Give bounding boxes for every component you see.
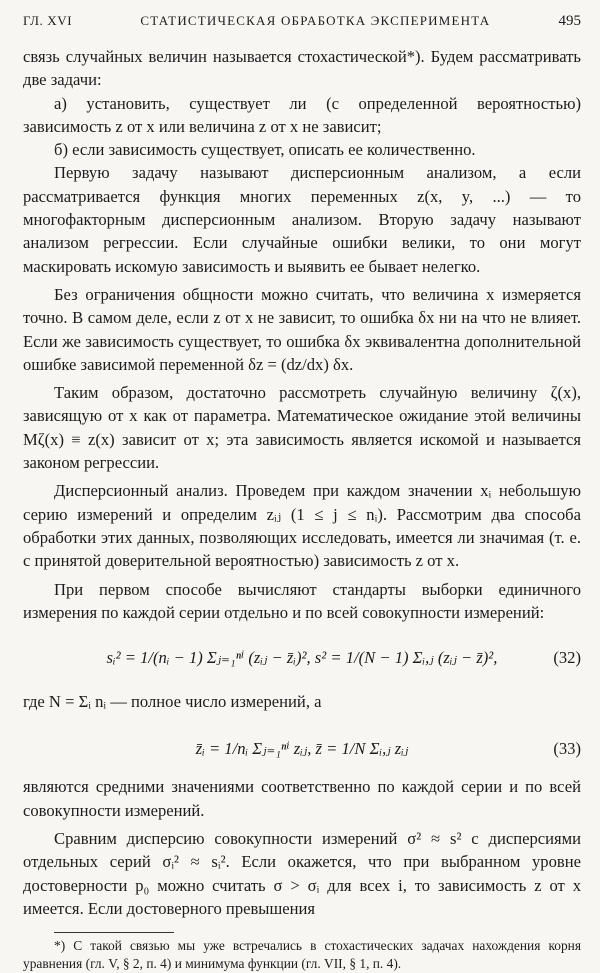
page-number: 495 <box>558 13 581 29</box>
header-title: СТАТИСТИЧЕСКАЯ ОБРАБОТКА ЭКСПЕРИМЕНТА <box>140 13 491 28</box>
formula-expression: z̄ᵢ = 1/nᵢ Σⱼ₌₁ⁿⁱ zᵢⱼ, z̄ = 1/N Σᵢ,ⱼ zᵢⱼ <box>195 739 409 759</box>
page <box>23 10 581 973</box>
paragraph: Таким образом, достаточно рассмотреть случайную величину ζ(x), зависящую от x как от параметра. Математическое ожидание этой величины Mζ(x) ≡ z(x) зависит от x; эта зависимость является искомой и называется законом регрессии. <box>23 383 581 473</box>
footnote: *) С такой связью мы уже встречались в стохастических задачах нахождения корня уравнения (гл. V, § 2, п. 4) и минимума функции (гл. VII, § 1, п. 4). <box>23 938 581 972</box>
paragraph: б) если зависимость существует, описать ее количественно. <box>54 140 476 160</box>
paragraph: а) установить, существует ли (с определенной вероятностью) зависимость z от x или величина z от x не зависит; <box>23 93 581 136</box>
paragraph: Без ограничения общности можно считать, что величина x измеряется точно. В самом деле, если z от x не зависит, то ошибка δx ни на что не влияет. Если же зависимость существует, то ошибка δx эквивалентна дополнительной ошибке зависимой переменной δz = (dz/dx) δx. <box>23 284 581 374</box>
paragraph: При первом способе вычисляют стандарты выборки единичного измерения по каждой серии отдельно и по всей совокупности измерений: <box>23 579 581 622</box>
paragraph: где N = Σᵢ nᵢ — полное число измерений, а <box>23 692 322 712</box>
paragraph: являются средними значениями соответственно по каждой серии и по всей совокупности измерений. <box>23 777 581 820</box>
chapter-label: ГЛ. XVI <box>23 13 73 28</box>
running-header <box>23 10 581 32</box>
formula-expression: sᵢ² = 1/(nᵢ − 1) Σⱼ₌₁ⁿⁱ (zᵢⱼ − z̄ᵢ)², s² = 1/(N − 1) Σᵢ,ⱼ (zᵢⱼ − z̄)², <box>106 648 498 668</box>
formula-33 <box>23 723 581 771</box>
equation-number: (33) <box>553 739 581 759</box>
paragraph: Первую задачу называют дисперсионным анализом, а если рассматривается функция многих переменных z(x, y, ...) — то многофакторным дисперсионным анализом. Вторую задачу называют анализом регрессии. Если случайные ошибки велики, то они могут маскировать искомую зависимость и выявить ее бывает нелегко. <box>23 163 581 276</box>
formula-32 <box>23 630 581 684</box>
equation-number: (32) <box>553 648 581 668</box>
paragraph: Дисперсионный анализ. Проведем при каждом значении xᵢ небольшую серию измерений и определим zᵢⱼ (1 ≤ j ≤ nᵢ). Рассмотрим два способа обработки этих данных, позволяющих исследовать, имеется ли значимая (т. е. с принятой доверительной вероятностью) зависимость z от x. <box>23 481 581 571</box>
paragraph: Сравним дисперсию совокупности измерений σ² ≈ s² с дисперсиями отдельных серий σᵢ² ≈ sᵢ². Если окажется, что при выбранном уровне достоверности p₀ можно считать σ > σᵢ для всех i, то зависимость z от x имеется. Если достоверного превышения <box>23 829 581 918</box>
footnote-separator <box>54 932 174 933</box>
paragraph: связь случайных величин называется стохастической*). Будем рассматривать две задачи: <box>23 47 581 90</box>
